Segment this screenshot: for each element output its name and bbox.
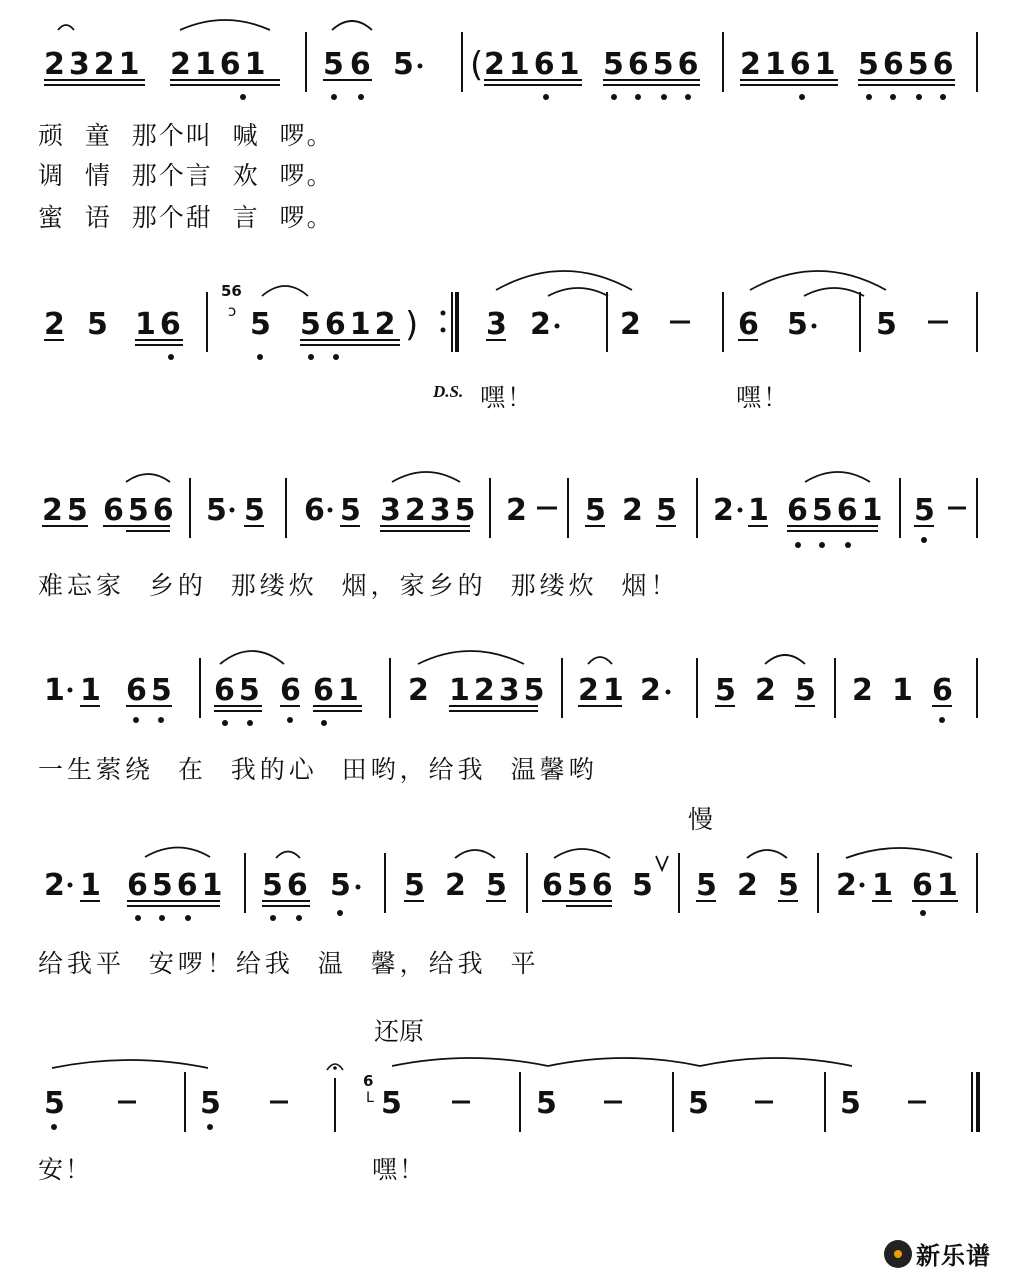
svg-text:5: 5 — [404, 868, 425, 903]
logo-text: 新乐谱 — [916, 1242, 991, 1270]
svg-text:2: 2 — [836, 868, 857, 903]
lyric-row2-hey-2: 嘿！ — [736, 383, 791, 412]
svg-text:21: 21 — [578, 673, 628, 708]
tempo-mark-slow: 慢 — [688, 805, 714, 834]
svg-text:2: 2 — [755, 673, 776, 708]
svg-text:5: 5 — [787, 307, 808, 342]
svg-text:2: 2 — [44, 868, 65, 903]
svg-text:ᒪ: ᒪ — [366, 1090, 374, 1106]
score-row-2 — [44, 271, 977, 360]
svg-text:2161: 2161 — [740, 47, 840, 82]
svg-text:2161: 2161 — [484, 47, 584, 82]
svg-text:5: 5 — [585, 493, 606, 528]
svg-text:1: 1 — [872, 868, 893, 903]
svg-text:3: 3 — [486, 307, 507, 342]
score-row-3 — [42, 472, 977, 548]
svg-text:5: 5 — [656, 493, 677, 528]
lyric-row2-hey-1: 嘿！ — [480, 383, 535, 412]
svg-text:1: 1 — [748, 493, 769, 528]
lyric-row3: 难忘家 乡的 那缕炊 烟，家乡的 那缕炊 烟！ — [38, 571, 680, 600]
svg-text:5: 5 — [87, 307, 108, 342]
svg-text:656: 656 — [103, 493, 178, 528]
svg-text:56: 56 — [323, 47, 377, 82]
svg-text:5612: 5612 — [300, 307, 400, 342]
svg-text:5656: 5656 — [858, 47, 958, 82]
lyric-row1-verse1: 顽 童 那个叫 喊 啰。 — [38, 121, 334, 150]
svg-text:56: 56 — [262, 868, 312, 903]
svg-text:5: 5 — [795, 673, 816, 708]
ds-marking: D.S. — [433, 382, 464, 401]
svg-text:5: 5 — [200, 1086, 221, 1121]
lyric-row6-an: 安！ — [38, 1155, 93, 1184]
svg-text:5: 5 — [244, 493, 265, 528]
svg-text:5: 5 — [44, 1086, 65, 1121]
svg-text:6: 6 — [932, 673, 953, 708]
svg-text:6561: 6561 — [787, 493, 887, 528]
svg-text:5: 5 — [914, 493, 935, 528]
score-row-4 — [44, 651, 977, 726]
svg-text:1: 1 — [44, 673, 65, 708]
svg-text:6: 6 — [280, 673, 301, 708]
svg-text:5: 5 — [330, 868, 351, 903]
svg-text:5: 5 — [696, 868, 717, 903]
lyric-row5: 给我平 安啰！给我 温 馨，给我 平 — [38, 949, 540, 978]
svg-text:56: 56 — [221, 282, 242, 300]
svg-text:5: 5 — [340, 493, 361, 528]
svg-text:6: 6 — [363, 1072, 374, 1090]
svg-text:65: 65 — [214, 673, 264, 708]
svg-text:5: 5 — [715, 673, 736, 708]
svg-text:25: 25 — [42, 493, 92, 528]
lyric-row1-verse2: 调 情 那个言 欢 啰。 — [38, 161, 334, 190]
svg-text:61: 61 — [313, 673, 363, 708]
svg-text:16: 16 — [135, 307, 185, 342]
svg-text:2: 2 — [620, 307, 641, 342]
svg-text:2: 2 — [445, 868, 466, 903]
svg-text:5: 5 — [876, 307, 897, 342]
svg-text:1: 1 — [892, 673, 913, 708]
svg-text:5: 5 — [688, 1086, 709, 1121]
svg-text:5: 5 — [536, 1086, 557, 1121]
svg-text:61: 61 — [912, 868, 962, 903]
svg-text:5: 5 — [632, 868, 653, 903]
svg-text:ↄ: ↄ — [228, 302, 237, 320]
score-row-5 — [44, 848, 977, 922]
svg-text:2321: 2321 — [44, 47, 144, 82]
score-row-1 — [44, 20, 977, 100]
svg-text:5: 5 — [778, 868, 799, 903]
lyric-row4: 一生萦绕 在 我的心 田哟，给我 温馨哟 — [38, 755, 598, 784]
record-disc-icon — [884, 1240, 912, 1268]
svg-text:5656: 5656 — [603, 47, 703, 82]
svg-text:2: 2 — [506, 493, 527, 528]
svg-text:2: 2 — [622, 493, 643, 528]
svg-text:2: 2 — [640, 673, 661, 708]
svg-text:5: 5 — [250, 307, 271, 342]
svg-text:3235: 3235 — [380, 493, 480, 528]
svg-text:): ) — [405, 305, 419, 345]
lyric-row1-verse3: 蜜 语 那个甜 言 啰。 — [38, 203, 334, 232]
svg-text:2: 2 — [44, 307, 65, 342]
svg-text:2161: 2161 — [170, 47, 270, 82]
score-row-6 — [44, 1058, 978, 1132]
svg-text:2: 2 — [713, 493, 734, 528]
site-logo — [884, 1236, 991, 1271]
svg-text:5: 5 — [381, 1086, 402, 1121]
lyric-row6-hey: 嘿！ — [372, 1155, 427, 1184]
svg-text:1: 1 — [80, 673, 101, 708]
svg-text:6: 6 — [738, 307, 759, 342]
svg-text:6561: 6561 — [127, 868, 227, 903]
tempo-mark-restore: 还原 — [374, 1017, 425, 1046]
svg-text:(: ( — [470, 45, 484, 85]
svg-text:1235: 1235 — [449, 673, 549, 708]
svg-text:5: 5 — [206, 493, 227, 528]
svg-text:65: 65 — [126, 673, 176, 708]
svg-text:1: 1 — [80, 868, 101, 903]
svg-text:2: 2 — [530, 307, 551, 342]
svg-text:5: 5 — [840, 1086, 861, 1121]
svg-text:2: 2 — [408, 673, 429, 708]
svg-text:656: 656 — [542, 868, 617, 903]
svg-text:5: 5 — [486, 868, 507, 903]
svg-text:2: 2 — [737, 868, 758, 903]
svg-text:2: 2 — [852, 673, 873, 708]
svg-text:5: 5 — [393, 47, 414, 82]
svg-text:6: 6 — [304, 493, 325, 528]
